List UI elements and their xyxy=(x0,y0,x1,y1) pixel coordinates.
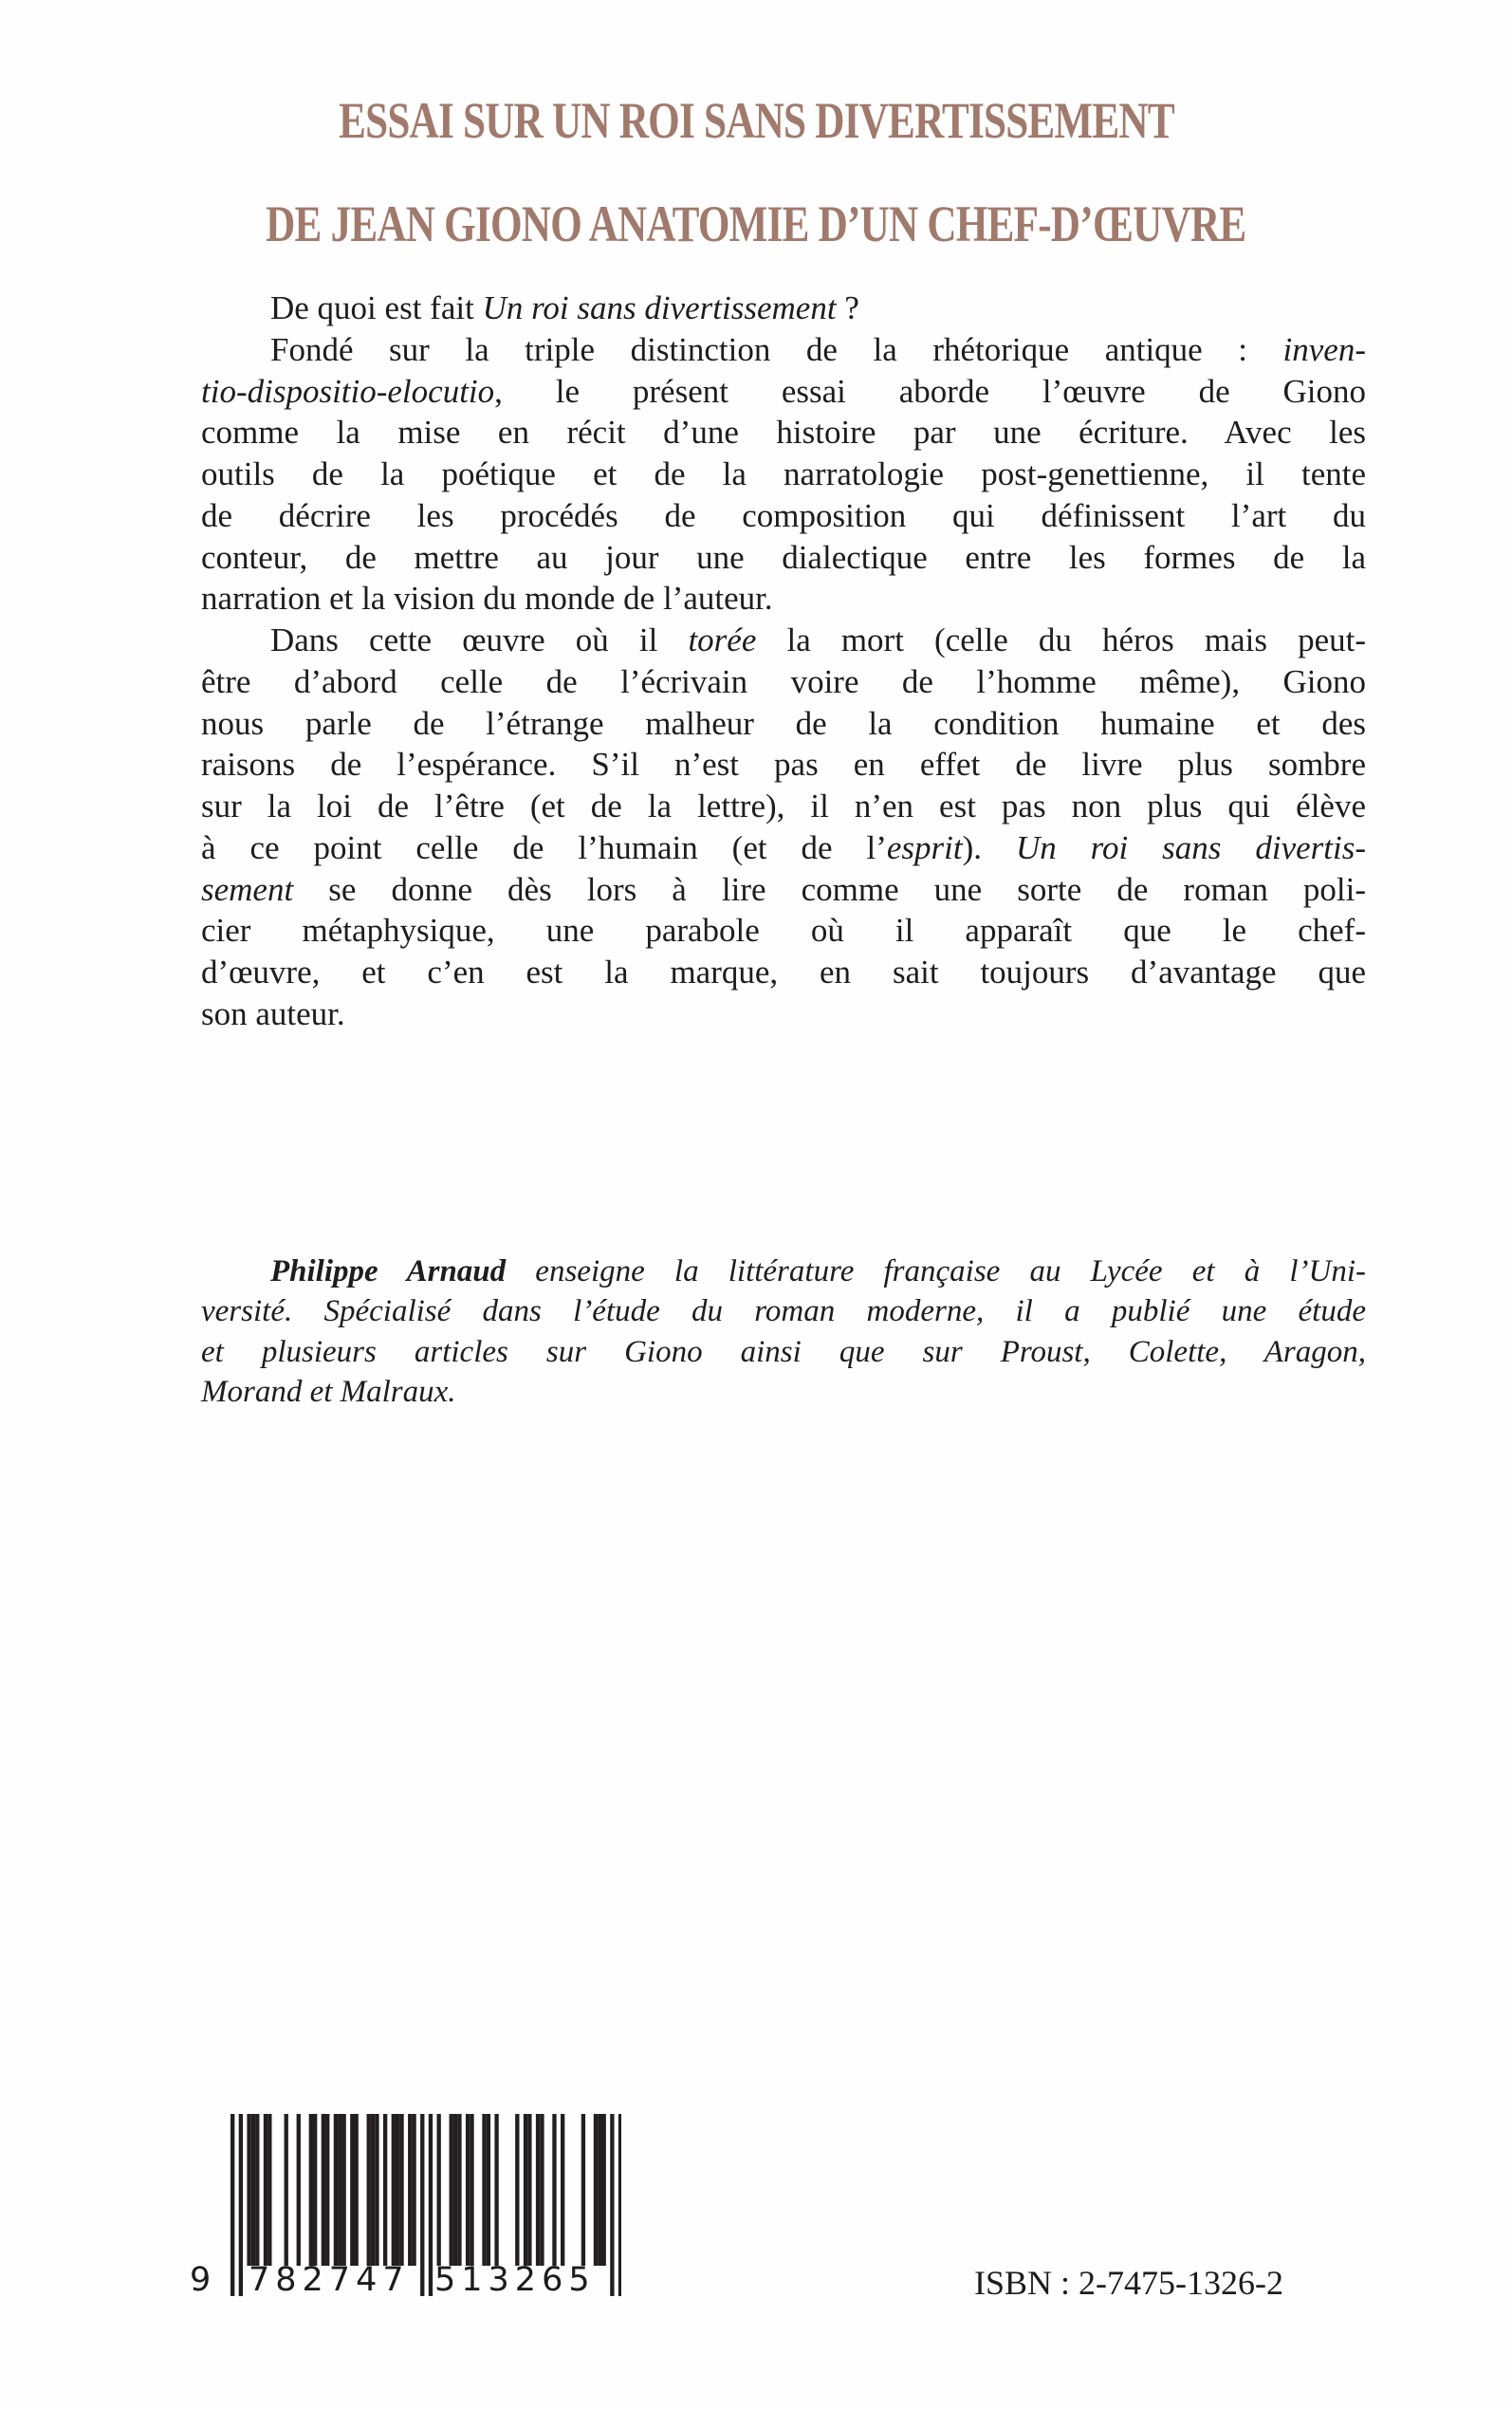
barcode-bar xyxy=(412,2114,415,2266)
barcode-bar xyxy=(561,2114,564,2266)
summary-line xyxy=(201,705,1366,743)
italic-text: Un roi sans divertis- xyxy=(1015,828,1366,866)
barcode-bar xyxy=(264,2114,267,2266)
text-segment: outils de la poétique et de la narratologie post-genettienne, il tente xyxy=(201,455,1366,492)
barcode-bar xyxy=(470,2114,473,2266)
barcode-bar xyxy=(524,2114,527,2266)
barcode-bar xyxy=(598,2114,601,2266)
summary-line xyxy=(201,580,1366,618)
cover-title-line-2 xyxy=(0,195,1512,252)
barcode-lead-digit: 9 xyxy=(190,2261,217,2299)
author-name: Philippe Arnaud xyxy=(270,1254,507,1288)
summary-line xyxy=(201,414,1366,452)
text-segment: comme la mise en récit d’une histoire par une écriture. Avec les xyxy=(201,414,1366,452)
barcode-bar xyxy=(375,2114,378,2266)
barcode-right-digits: 513265 xyxy=(434,2261,596,2299)
summary-line xyxy=(270,331,1366,369)
barcode-bar xyxy=(325,2114,329,2266)
barcode-bar xyxy=(285,2114,288,2266)
barcode-bar xyxy=(450,2114,453,2266)
summary-line xyxy=(201,912,1366,950)
barcode-bar xyxy=(482,2114,486,2266)
barcode-bar xyxy=(309,2114,313,2266)
italic-text: tio-dispositio-elocutio xyxy=(201,372,495,410)
barcode-bar xyxy=(581,2114,585,2266)
barcode-bar xyxy=(313,2114,317,2266)
text-segment: son auteur. xyxy=(201,994,345,1032)
text-segment: sur la loi de l’être (et de la lettre), il n’en est pas non plus qui élève xyxy=(201,788,1366,825)
text-segment: Fondé sur la triple distinction de la rhétorique antique : xyxy=(270,330,1283,368)
barcode-bar xyxy=(355,2114,359,2266)
barcode-bar xyxy=(371,2114,375,2266)
barcode-bar xyxy=(457,2114,461,2266)
cover-title-line-2-text: DE JEAN GIONO ANATOMIE D’UN CHEF-D’ŒUVRE xyxy=(266,195,1246,252)
text-segment: la mort (celle du héros mais peut- xyxy=(756,621,1366,658)
barcode-bar xyxy=(255,2114,259,2266)
summary-line xyxy=(201,788,1366,825)
text-segment: Dans cette œuvre où il xyxy=(270,621,689,658)
barcode-bar xyxy=(392,2114,396,2266)
text-segment: nous parle de l’étrange malheur de la condition humaine et des xyxy=(201,704,1366,742)
barcode-bar xyxy=(536,2114,540,2266)
barcode-bar xyxy=(338,2114,341,2266)
summary-line xyxy=(201,829,1366,867)
text-segment: et plusieurs articles sur Giono ainsi que sur Proust, Colette, Aragon, xyxy=(201,1334,1366,1369)
text-segment: enseigne la littérature française au Lycée et à l’Uni- xyxy=(506,1254,1367,1288)
summary-line xyxy=(201,871,1366,909)
barcode-bar xyxy=(396,2114,399,2266)
barcode-bar xyxy=(408,2114,412,2266)
summary-line xyxy=(201,995,1366,1033)
barcode-bar xyxy=(429,2114,433,2296)
text-segment: Morand et Malraux. xyxy=(201,1374,456,1409)
barcode-bar xyxy=(297,2114,301,2266)
barcode-bar xyxy=(334,2114,338,2266)
barcode-bar xyxy=(487,2114,490,2266)
text-segment: narration et la vision du monde de l’auteur. xyxy=(201,580,773,618)
summary-line xyxy=(201,373,1366,411)
barcode-bar xyxy=(247,2114,250,2266)
barcode-bar xyxy=(494,2114,498,2266)
summary-line xyxy=(270,621,1366,659)
text-segment: De quoi est fait xyxy=(270,289,483,326)
summary-line xyxy=(201,539,1366,577)
text-segment: ). xyxy=(962,828,1016,866)
text-segment: d’œuvre, et c’en est la marque, en sait toujours d’avantage que xyxy=(201,954,1366,991)
bio-line xyxy=(270,1252,1366,1290)
barcode-bar xyxy=(420,2114,424,2296)
barcode-bar xyxy=(322,2114,325,2266)
barcode-bar xyxy=(515,2114,519,2266)
text-segment: , le présent essai aborde l’œuvre de Giono xyxy=(494,372,1366,410)
text-segment: conteur, de mettre au jour une dialectique entre les formes de la xyxy=(201,538,1366,576)
text-segment: être d’abord celle de l’écrivain voire de l’homme même), Giono xyxy=(201,662,1366,700)
barcode-bar xyxy=(437,2114,441,2266)
barcode-bar xyxy=(552,2114,556,2266)
isbn-label: ISBN : 2-7475-1326-2 xyxy=(974,2264,1283,2302)
text-segment: versité. Spécialisé dans l’étude du roman moderne, il a publié une étude xyxy=(201,1294,1366,1329)
barcode-bar xyxy=(383,2114,387,2266)
barcode-bar xyxy=(527,2114,531,2266)
text-segment: ? xyxy=(836,289,859,326)
summary-line xyxy=(201,663,1366,701)
text-segment: raisons de l’espérance. S’il n’est pas en effet de livre plus sombre xyxy=(201,746,1366,784)
barcode-bar xyxy=(251,2114,255,2266)
text-segment: cier métaphysique, une parabole où il apparaît que le chef- xyxy=(201,912,1366,950)
summary-line xyxy=(270,289,1366,327)
barcode-bar xyxy=(239,2114,243,2296)
italic-text: torée xyxy=(688,621,757,658)
text-segment: à ce point celle de l’humain (et de l’ xyxy=(201,828,887,866)
italic-text: sement xyxy=(201,870,294,908)
barcode-bar xyxy=(350,2114,354,2266)
summary-line xyxy=(201,954,1366,991)
barcode-bar xyxy=(341,2114,345,2266)
cover-title-line-1-text: ESSAI SUR UN ROI SANS DIVERTISSEMENT xyxy=(338,92,1174,149)
barcode-bar xyxy=(594,2114,598,2266)
barcode-bar xyxy=(453,2114,457,2266)
bio-line xyxy=(201,1292,1366,1330)
italic-text: esprit xyxy=(886,828,963,866)
barcode-bar xyxy=(399,2114,403,2266)
barcode-bar xyxy=(610,2114,614,2296)
summary-line xyxy=(201,746,1366,784)
summary-line xyxy=(201,455,1366,493)
bio-line xyxy=(201,1373,1366,1411)
barcode-bar xyxy=(267,2114,271,2266)
barcode-left-digits: 782747 xyxy=(249,2261,410,2299)
italic-text: inven- xyxy=(1282,330,1366,368)
summary-line xyxy=(201,497,1366,535)
barcode-bar xyxy=(367,2114,371,2266)
bio-line xyxy=(201,1333,1366,1371)
barcode-bar xyxy=(466,2114,470,2266)
barcode-bar xyxy=(602,2114,606,2266)
barcode-bar xyxy=(230,2114,234,2296)
barcode-bar xyxy=(618,2114,621,2296)
text-segment: se donne dès lors à lire comme une sorte de roman poli- xyxy=(293,870,1366,908)
cover-title-line-1 xyxy=(0,92,1512,149)
barcode-bar xyxy=(540,2114,544,2266)
italic-text: Un roi sans divertissement xyxy=(482,289,837,326)
text-segment: de décrire les procédés de composition qui définissent l’art du xyxy=(201,496,1366,534)
